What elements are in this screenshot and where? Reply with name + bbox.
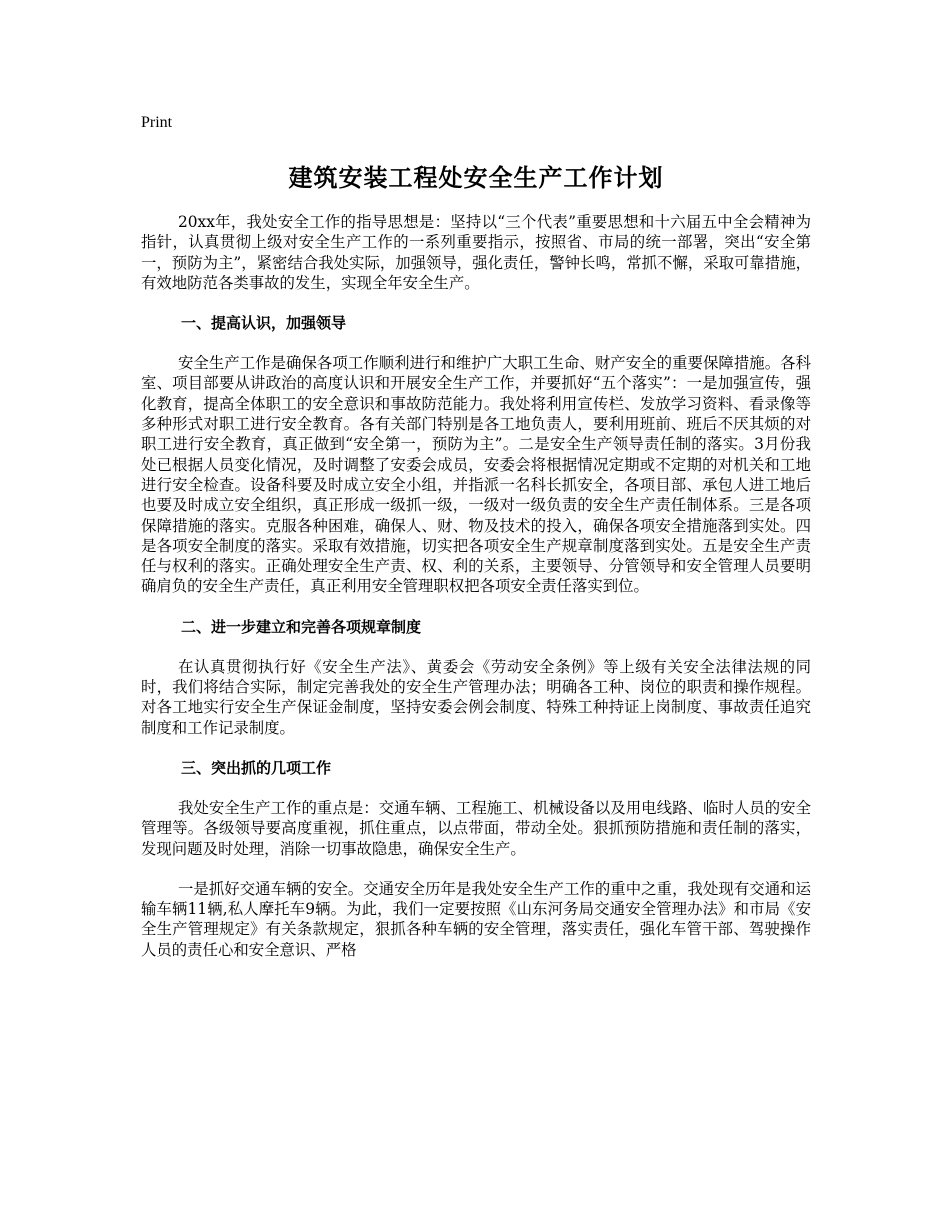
section-paragraph-1: 安全生产工作是确保各项工作顺利进行和维护广大职工生命、财产安全的重要保障措施。各科室、项目部要从讲政治的高度认识和开展安全生产工作，并要抓好“五个落实”：一是加强宣传，强化教育，提高全体职工的安全意识和事故防范能力。我处将利用宣传栏、发放学习资料、看录像等多种形式对职工进行安全教育。各有关部门特别是各工地负责人，要利用班前、班后不厌其烦的对职工进行安全教育，真正做到“安全第一，预防为主”。二是安全生产领导责任制的落实。3月份我处已根据人员变化情况，及时调整了安委会成员，安委会将根据情况定期或不定期的对机关和工地进行安全检查。设备科要及时成立安全小组，并指派一名科长抓安全，各项目部、承包人进工地后也要及时成立安全组织，真正形成一级抓一级，一级对一级负责的安全生产责任制体系。三是各项保障措施的落实。克服各种困难，确保人、财、物及技术的投入，确保各项安全措施落到实处。四是各项安全制度的落实。采取有效措施，切实把各项安全生产规章制度落到实处。五是安全生产责任与权利的落实。正确处理安全生产责、权、利的关系，主要领导、分管领导和安全管理人员要明确肩负的安全生产责任，真正利用安全管理职权把各项安全责任落实到位。 [141, 354, 811, 596]
section-heading-3: 三、突出抓的几项工作 [181, 758, 332, 777]
section-heading-1: 一、提高认识，加强领导 [181, 314, 347, 333]
document-title: 建筑安装工程处安全生产工作计划 [288, 164, 664, 192]
print-label: Print [141, 114, 173, 131]
section-paragraph-3: 我处安全生产工作的重点是：交通车辆、工程施工、机械设备以及用电线路、临时人员的安全管理等。各级领导要高度重视，抓住重点，以点带面，带动全处。狠抓预防措施和责任制的落实，发现问题及时处理，消除一切事故隐患，确保安全生产。 [141, 798, 811, 858]
document-page [141, 112, 811, 980]
section-paragraph-2: 在认真贯彻执行好《安全生产法》、黄委会《劳动安全条例》等上级有关安全法律法规的同时，我们将结合实际，制定完善我处的安全生产管理办法；明确各工种、岗位的职责和操作规程。对各工地实行安全生产保证金制度，坚持安委会例会制度、特殊工种持证上岗制度、事故责任追究制度和工作记录制度。 [141, 657, 811, 737]
intro-paragraph: 20xx年，我处安全工作的指导思想是：坚持以“三个代表”重要思想和十六届五中全会精神为指针，认真贯彻上级对安全生产工作的一系列重要指示，按照省、市局的统一部署，突出“安全第一，预防为主”，紧密结合我处实际，加强领导，强化责任，警钟长鸣，常抓不懈，采取可靠措施，有效地防范各类事故的发生，实现全年安全生产。 [141, 213, 811, 292]
section-heading-2: 二、进一步建立和完善各项规章制度 [181, 617, 422, 636]
closing-paragraph: 一是抓好交通车辆的安全。交通安全历年是我处安全生产工作的重中之重，我处现有交通和运输车辆11辆,私人摩托车9辆。为此，我们一定要按照《山东河务局交通安全管理办法》和市局《安全生产管理规定》有关条款规定，狠抓各种车辆的安全管理，落实责任，强化车管干部、驾驶操作人员的责任心和安全意识、严格 [141, 879, 811, 959]
